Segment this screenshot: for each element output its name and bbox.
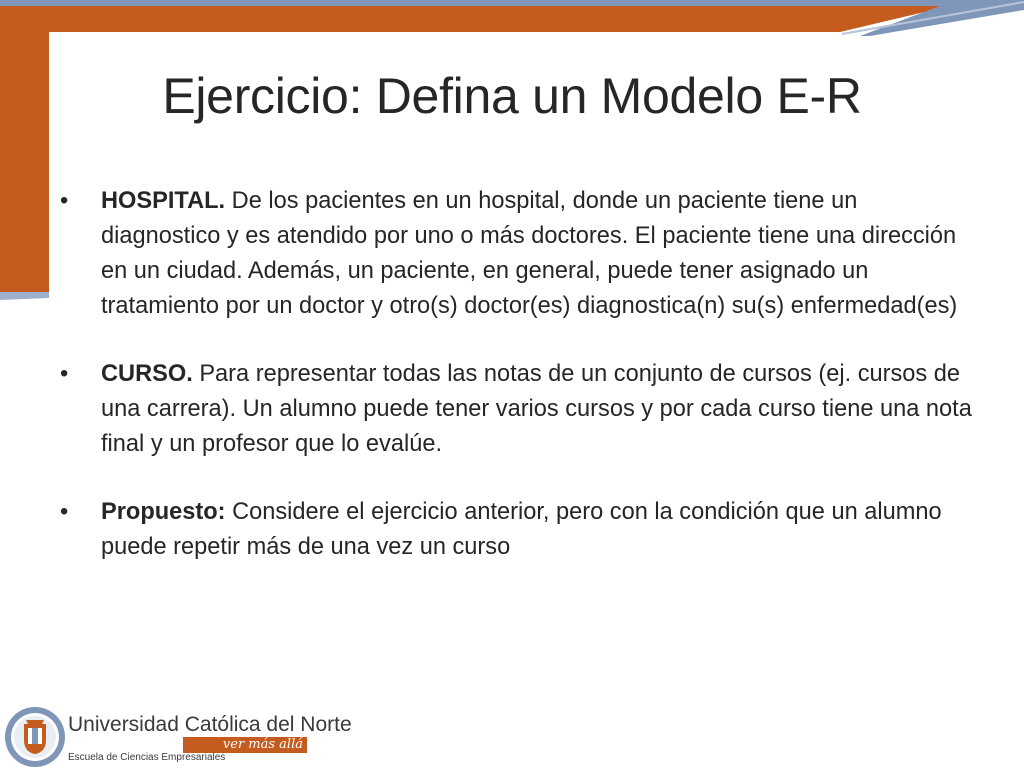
bullet-icon: •	[60, 188, 69, 214]
bullet-list	[56, 184, 976, 565]
school-name: Escuela de Ciencias Empresariales	[68, 752, 226, 763]
bullet-lead: HOSPITAL.	[101, 188, 226, 214]
bullet-lead: Propuesto:	[101, 499, 226, 525]
bullet-lead: CURSO.	[101, 361, 193, 387]
bullet-propuesto	[56, 495, 976, 565]
bullet-curso	[56, 357, 976, 462]
bullet-text: Para representar todas las notas de un conjunto de cursos (ej. cursos de una carrera). Un alumno puede tener varios cursos y por cada curso tiene una nota final y un profesor que lo evalúe.	[101, 361, 972, 457]
university-seal-icon	[4, 706, 66, 768]
slide-title: Ejercicio: Defina un Modelo E-R	[162, 68, 862, 124]
bullet-hospital	[56, 184, 976, 324]
bullet-text: De los pacientes en un hospital, donde un paciente tiene un diagnostico y es atendido por uno o más doctores. El paciente tiene una dirección en un ciudad. Además, un paciente, en general, puede tener asignado un tratamiento por un doctor y otro(s) doctor(es) diagnostica(n) su(s) enfermedad(es)	[101, 188, 958, 319]
bullet-icon: •	[60, 361, 69, 387]
tagline: ver más allá	[183, 737, 307, 753]
university-name: Universidad Católica del Norte	[68, 713, 352, 736]
bullet-icon: •	[60, 499, 69, 525]
bullet-text: Considere el ejercicio anterior, pero con la condición que un alumno puede repetir más de una vez un curso	[101, 499, 942, 560]
